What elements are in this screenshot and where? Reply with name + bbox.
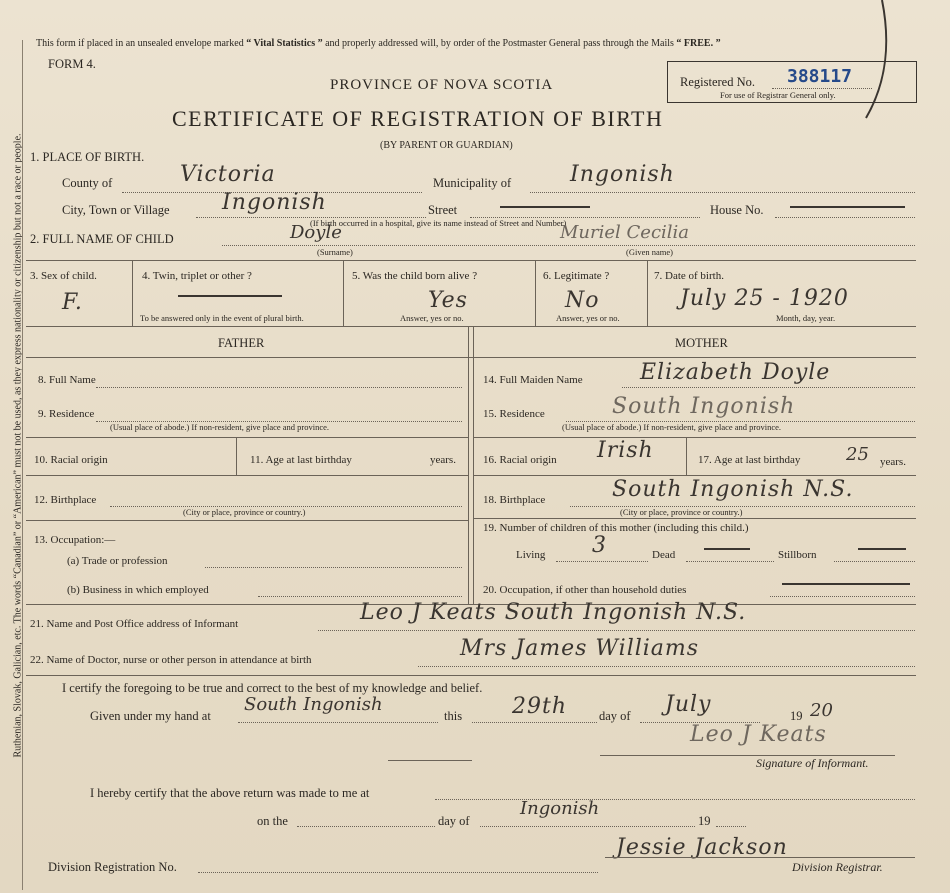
province-heading: PROVINCE OF NOVA SCOTIA — [330, 77, 554, 93]
pencil-mark — [860, 0, 920, 120]
alive-label: 5. Was the child born alive ? — [352, 270, 478, 282]
dob-label: 7. Date of birth. — [654, 270, 724, 282]
mother-birthplace-note: (City or place, province or country.) — [620, 507, 743, 517]
living-label: Living — [516, 549, 546, 561]
page-subtitle: (BY PARENT OR GUARDIAN) — [380, 140, 513, 151]
legitimate-label: 6. Legitimate ? — [543, 270, 610, 282]
father-occupation-label: 13. Occupation:— — [34, 534, 116, 546]
father-birthplace-note: (City or place, province or country.) — [183, 507, 306, 517]
living-value: 3 — [592, 533, 607, 558]
registrar-place: Ingonish — [520, 798, 600, 819]
certify-day: 29th — [512, 694, 568, 719]
dob-value: July 25 - 1920 — [680, 286, 849, 311]
mother-maiden-value: Elizabeth Doyle — [640, 360, 831, 385]
dead-label: Dead — [652, 549, 676, 561]
surname-caption: (Surname) — [317, 247, 353, 257]
mother-maiden-label: 14. Full Maiden Name — [483, 374, 583, 386]
registrar-signature-caption: Division Registrar. — [792, 860, 883, 874]
children-label: 19. Number of children of this mother (including this child.) — [483, 522, 749, 534]
form-number: FORM 4. — [48, 57, 96, 71]
mother-racial-label: 16. Racial origin — [483, 454, 557, 466]
year-prefix: 19 — [790, 709, 803, 723]
father-trade-label: (a) Trade or profession — [67, 555, 168, 567]
dob-note: Month, day, year. — [776, 313, 836, 323]
mother-occupation-label: 20. Occupation, if other than household duties — [483, 584, 687, 596]
margin-note: Ruthenian, Slovak, Galician, etc. The words “Canadian” or “American” must not be used, as they express nationality or citizenship but not a race or people. — [12, 133, 24, 758]
this-label: this — [444, 709, 463, 723]
registration-note: For use of Registrar General only. — [720, 90, 836, 100]
legitimate-note: Answer, yes or no. — [556, 313, 620, 323]
county-label: County of — [62, 176, 113, 190]
registrar-signature: Jessie Jackson — [616, 835, 788, 860]
city-label: City, Town or Village — [62, 203, 170, 217]
alive-note: Answer, yes or no. — [400, 313, 464, 323]
division-reg-label: Division Registration No. — [48, 860, 177, 874]
mother-residence-value: South Ingonish — [612, 394, 796, 419]
mother-birthplace-label: 18. Birthplace — [483, 494, 546, 506]
mail-notice: This form if placed in an unsealed envelope marked “ Vital Statistics ” and properly addressed will, by order of the Postmaster General pass through the Mails “ FREE. ” — [36, 38, 721, 49]
informant-value: Leo J Keats South Ingonish N.S. — [360, 600, 747, 625]
father-name-label: 8. Full Name — [38, 374, 96, 386]
mother-header: MOTHER — [675, 336, 728, 350]
sex-label: 3. Sex of child. — [30, 270, 97, 282]
informant-signature: Leo J Keats — [690, 722, 827, 747]
certify-place: South Ingonish — [244, 694, 383, 715]
on-the-label: on the — [257, 814, 288, 828]
mother-age-unit: years. — [880, 456, 906, 468]
margin-rule — [22, 40, 23, 890]
street-note: (If birth occurred in a hospital, give its name instead of Street and Number) — [310, 218, 567, 228]
child-given-name: Muriel Cecilia — [560, 222, 690, 243]
mother-age-value: 25 — [846, 444, 869, 465]
county-value: Victoria — [180, 162, 276, 187]
mother-age-label: 17. Age at last birthday — [698, 454, 801, 466]
year-suffix: 20 — [810, 700, 833, 721]
father-age-unit: years. — [430, 454, 456, 466]
registrar-year-prefix: 19 — [698, 814, 711, 828]
father-residence-note: (Usual place of abode.) If non-resident, give place and province. — [110, 422, 330, 432]
legitimate-value: No — [565, 288, 600, 313]
twin-label: 4. Twin, triplet or other ? — [142, 270, 252, 282]
father-header: FATHER — [218, 336, 265, 350]
informant-label: 21. Name and Post Office address of Informant — [30, 618, 239, 630]
mother-birthplace-value: South Ingonish N.S. — [612, 477, 854, 502]
house-label: House No. — [710, 203, 764, 217]
doctor-label: 22. Name of Doctor, nurse or other person in attendance at birth — [30, 654, 312, 666]
certify-statement: I certify the foregoing to be true and correct to the best of my knowledge and belief. — [62, 681, 483, 695]
street-label: Street — [428, 203, 458, 217]
twin-note: To be answered only in the event of plural birth. — [140, 313, 304, 323]
registered-no-label: Registered No. — [680, 75, 755, 89]
registrar-statement: I hereby certify that the above return was made to me at — [90, 786, 370, 800]
municipality-label: Municipality of — [433, 176, 512, 190]
father-residence-label: 9. Residence — [38, 408, 95, 420]
stillborn-label: Stillborn — [778, 549, 817, 561]
registrar-day-of-label: day of — [438, 814, 470, 828]
alive-value: Yes — [428, 288, 468, 313]
child-surname: Doyle — [290, 222, 342, 243]
mother-residence-note: (Usual place of abode.) If non-resident, give place and province. — [562, 422, 782, 432]
father-business-label: (b) Business in which employed — [67, 584, 209, 596]
sex-value: F. — [62, 290, 83, 315]
municipality-value: Ingonish — [570, 162, 675, 187]
city-value: Ingonish — [222, 190, 327, 215]
given-label: Given under my hand at — [90, 709, 211, 723]
father-age-label: 11. Age at last birthday — [250, 454, 352, 466]
doctor-value: Mrs James Williams — [460, 636, 700, 661]
mother-residence-label: 15. Residence — [483, 408, 545, 420]
given-caption: (Given name) — [626, 247, 673, 257]
certify-month: July — [665, 692, 712, 717]
child-name-label: 2. FULL NAME OF CHILD — [30, 232, 174, 246]
registration-number: 388117 — [787, 66, 853, 87]
father-birthplace-label: 12. Birthplace — [34, 494, 97, 506]
mother-racial-value: Irish — [597, 438, 654, 463]
day-of-label: day of — [599, 709, 631, 723]
father-racial-label: 10. Racial origin — [34, 454, 108, 466]
informant-signature-caption: Signature of Informant. — [756, 756, 869, 770]
page-title: CERTIFICATE OF REGISTRATION OF BIRTH — [172, 106, 664, 131]
place-of-birth-label: 1. PLACE OF BIRTH. — [30, 150, 145, 164]
